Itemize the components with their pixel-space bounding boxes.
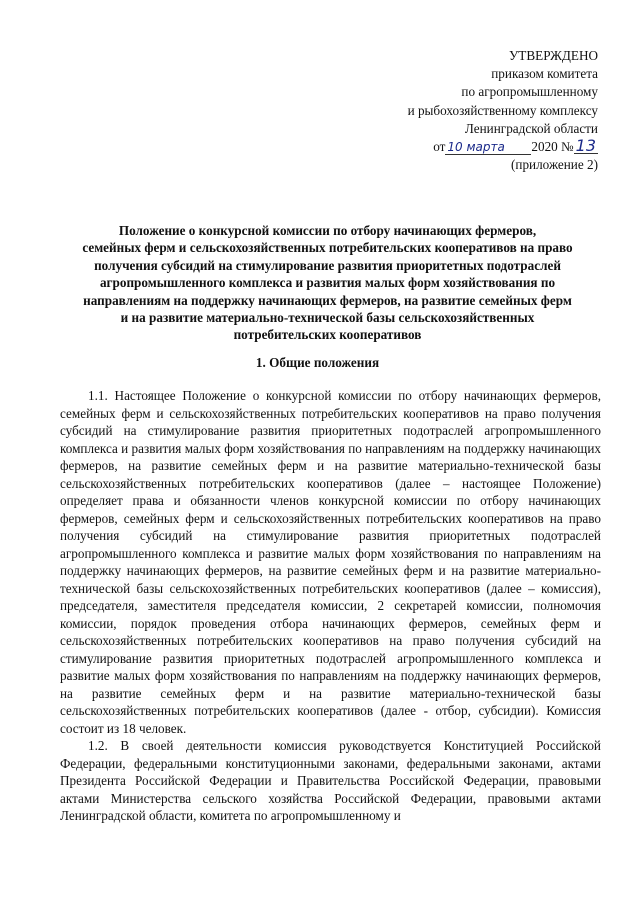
title-line: Положение о конкурсной комиссии по отбору начинающих фермеров, bbox=[118, 223, 537, 238]
title-line: семейных ферм и сельскохозяйственных потребительских кооперативов на право bbox=[82, 240, 573, 256]
approval-line-1: приказом комитета bbox=[491, 66, 598, 82]
handwritten-date: 10 марта bbox=[445, 140, 531, 155]
approval-line-2: по агропромышленному bbox=[461, 84, 598, 100]
approval-date-line bbox=[298, 138, 598, 156]
approval-line-4: Ленинградской области bbox=[464, 120, 598, 136]
paragraph-1-1: 1.1. Настоящее Положение о конкурсной комиссии по отбору начинающих фермеров, семейных ферм и сельскохозяйственных потребительских кооперативов на право получения субсидий на стимулирование развития приоритетных подотраслей агропромышленного комплекса и развития малых форм хозяйствования по направлениям на поддержку начинающих фермеров, на развитие семейных ферм и на развитие материально-технической базы сельскохозяйственных потребительских кооперативов (далее – настоящее Положение) определяет права и обязанности членов конкурсной комиссии по отбору начинающих фермеров, семейных ферм и сельскохозяйственных потребительских кооперативов на право получения субсидий на стимулирование развития приоритетных подотраслей агропромышленного комплекса и развитие малых форм хозяйствования по направлениям на поддержку начинающих фермеров, на развитие семейных ферм и на развитие материально-технической базы сельскохозяйственных потребительских кооперативов (далее – комиссия), председателя, заместителя председателя комиссии, 2 секретарей комиссии, полномочия комиссии, порядок проведения отбора начинающих фермеров, семейных ферм и сельскохозяйственных потребительских кооперативов на право получения субсидий на стимулирование развития приоритетных подотраслей агропромышленного комплекса и развитие малых форм хозяйствования по направлениям на поддержку начинающих фермеров, на развитие семейных ферм и на развитие материально-технической базы сельскохозяйственных потребительских кооперативов (далее - отбор, субсидии). Комиссия состоит из 18 человек. bbox=[60, 388, 601, 736]
approval-line-3: и рыбохозяйственному комплексу bbox=[407, 102, 598, 118]
section-body bbox=[60, 387, 601, 825]
approval-block bbox=[298, 47, 598, 174]
paragraph-1-2: 1.2. В своей деятельности комиссия руководствуется Конституцией Российской Федерации, федеральными конституционными законами, федеральными законами, актами Президента Российской Федерации и Правительства Российской Федерации, правовыми актами Министерства сельского хозяйства Российской Федерации, правовыми актами Ленинградской области, комитета по агропромышленному и bbox=[60, 738, 601, 823]
title-line: направлениям на поддержку начинающих фермеров, на развитие семейных ферм bbox=[83, 292, 572, 308]
approval-title: УТВЕРЖДЕНО bbox=[508, 48, 598, 63]
title-line: агропромышленного комплекса и развития малых форм хозяйствования по bbox=[99, 275, 556, 291]
document-title bbox=[60, 222, 595, 344]
title-line: и на развитие материально-технической базы сельскохозяйственных bbox=[120, 310, 535, 326]
year-number-label: 2020 № bbox=[531, 139, 574, 155]
title-line: потребительских кооперативов bbox=[233, 327, 422, 343]
section-heading: 1. Общие положения bbox=[255, 355, 380, 370]
appendix-note: (приложение 2) bbox=[511, 157, 598, 173]
date-prefix: от bbox=[433, 139, 446, 155]
title-line: получения субсидий на стимулирование развития приоритетных подотраслей bbox=[94, 257, 561, 273]
handwritten-number: 13 bbox=[575, 136, 596, 156]
